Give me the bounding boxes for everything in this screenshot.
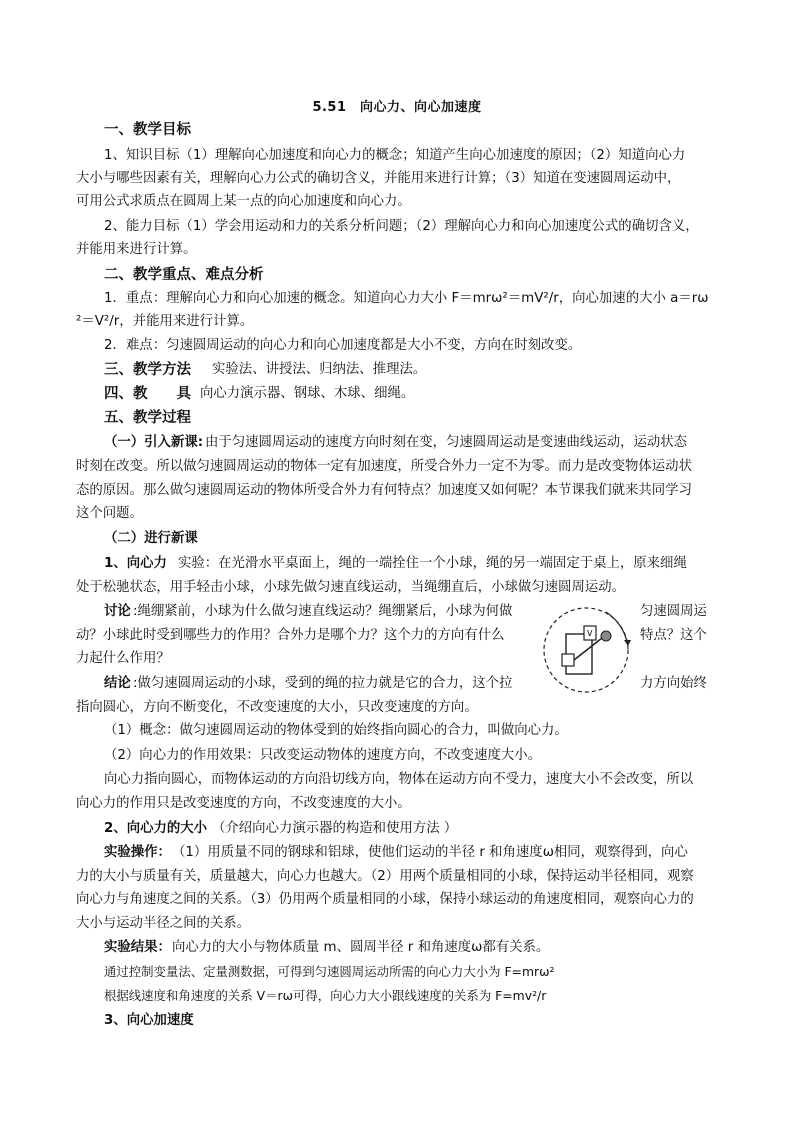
text-line: 并能用来进行计算。 <box>76 242 197 257</box>
text-line: 大小与哪些因素有关，理解向心力公式的确切含义，并能用来进行计算；（3）知道在变速圆周运动中， <box>76 171 681 186</box>
text-line: 指向圆心，方向不断变化，不改变速度的大小，只改变速度的方向。 <box>76 700 478 715</box>
text-line: 由于匀速圆周运动的速度方向时刻在变，匀速圆周运动是变速曲线运动，运动状态 <box>205 435 688 450</box>
text-line: （1）用质量不同的钢球和铝球，使他们运动的半径 r 和角速度ω相同，观察得到，向心 <box>172 845 688 860</box>
subheading-centripetal-force: 1、向心力 <box>104 556 167 571</box>
arrow-head-icon <box>624 640 631 646</box>
text-line: 根据线速度和角速度的关系 V＝rω可得，向心力大小跟线速度的关系为 F=mv²/r <box>104 988 547 1003</box>
text-line: 通过控制变量法、定量测数据，可得到匀速圆周运动所需的向心力大小为 F=mrω² <box>104 964 555 979</box>
text-line: :做匀速圆周运动的小球，受到的绳的拉力就是它的合力，这个拉 <box>133 676 513 691</box>
text-line: :绳绷紧前，小球为什么做匀速直线运动？绳绷紧后，小球为何做 <box>133 604 513 619</box>
circular-motion-diagram <box>536 598 636 698</box>
section-heading-methods: 三、教学方法 <box>104 362 191 378</box>
text-line: 处于松驰状态，用手轻击小球，小球先做匀速直线运动，当绳绷直后，小球做匀速圆周运动。 <box>76 580 626 595</box>
text-line: 1、知识目标（1）理解向心加速度和向心力的概念；知道产生向心加速度的原因；（2）知道向心力 <box>104 148 686 163</box>
result-label: 实验结果： <box>104 940 171 955</box>
text-line: （介绍向心力演示器的构造和使用方法 ） <box>212 821 458 836</box>
subheading-new-lesson: （二）进行新课 <box>104 531 198 546</box>
text-line: 向心力指向圆心，而物体运动的方向沿切线方向，物体在运动方向不受力，速度大小不会改变，所以 <box>104 772 694 787</box>
section-heading-tools: 四、教 具 <box>104 386 191 402</box>
subheading-intro: （一）引入新课: <box>104 435 204 450</box>
section-heading-keypoints: 二、教学重点、难点分析 <box>104 267 264 283</box>
text-line: 向心力与角速度之间的关系。（3）仍用两个质量相同的小球，保持小球运动的角速度相同，观察向心力的 <box>76 892 694 907</box>
text-line: 力方向始终 <box>640 676 707 691</box>
text-line: ²＝V²/r，并能用来进行计算。 <box>76 314 254 329</box>
text-line: 向心力的作用只是改变速度的方向，不改变速度的大小。 <box>76 796 411 811</box>
subheading-force-magnitude: 2、向心力的大小 <box>104 821 208 836</box>
text-line: 特点？这个 <box>640 628 707 643</box>
text-line: 实验：在光滑水平桌面上，绳的一端拴住一个小球，绳的另一端固定于桌上，原来细绳 <box>178 556 687 571</box>
experiment-label: 实验操作： <box>104 845 171 860</box>
velocity-label: V <box>587 629 593 638</box>
conclusion-label: 结论 <box>104 676 131 691</box>
section-heading-process: 五、教学过程 <box>104 410 191 426</box>
text-line: 向心力的大小与物体质量 m、圆周半径 r 和角速度ω都有关系。 <box>172 940 550 955</box>
text-line: （2）向心力的作用效果：只改变运动物体的速度方向，不改变速度大小。 <box>104 748 542 763</box>
page-title: 5.51 向心力、向心加速度 <box>312 100 482 115</box>
text-line: 力起什么作用？ <box>76 651 170 666</box>
text-line: 匀速圆周运 <box>640 604 707 619</box>
text-line: 大小与运动半径之间的关系。 <box>76 916 251 931</box>
section-heading-goals: 一、教学目标 <box>104 122 191 138</box>
text-line: 动？小球此时受到哪些力的作用？合外力是哪个力？这个力的方向有什么 <box>76 628 505 643</box>
text-line: （1）概念：做匀速圆周运动的物体受到的始终指向圆心的合力，叫做向心力。 <box>104 723 568 738</box>
text-line: 力的大小与质量有关，质量越大，向心力也越大。（2）用两个质量相同的小球，保持运动半径相同，观察 <box>76 869 694 884</box>
ball-icon <box>601 631 611 641</box>
text-line: 时刻在改变。所以做匀速圆周运动的物体一定有加速度，所受合外力一定不为零。而力是改变物体运动状 <box>76 459 692 474</box>
pivot-block <box>562 654 574 666</box>
text-line: 实验法、讲授法、归纳法、推理法。 <box>212 362 427 377</box>
text-line: 可用公式求质点在圆周上某一点的向心加速度和向心力。 <box>76 194 411 209</box>
text-line: 1．重点：理解向心力和向心加速的概念。知道向心力大小 F＝mrω²＝mV²/r，向心加速的大小 a＝rω <box>104 291 709 306</box>
text-line: 2、能力目标（1）学会用运动和力的关系分析问题；（2）理解向心力和向心加速度公式的确切含义， <box>104 219 699 234</box>
text-line: 向心力演示器、钢球、木球、细绳。 <box>200 386 415 401</box>
discussion-label: 讨论 <box>104 604 131 619</box>
text-line: 态的原因。那么做匀速圆周运动的物体所受合外力有何特点？加速度又如何呢？本节课我们就来共同学习 <box>76 483 692 498</box>
subheading-centripetal-acceleration: 3、向心加速度 <box>104 1013 194 1028</box>
text-line: 这个问题。 <box>76 506 143 521</box>
text-line: 2．难点：匀速圆周运动的向心力和向心加速度都是大小不变，方向在时刻改变。 <box>104 338 582 353</box>
